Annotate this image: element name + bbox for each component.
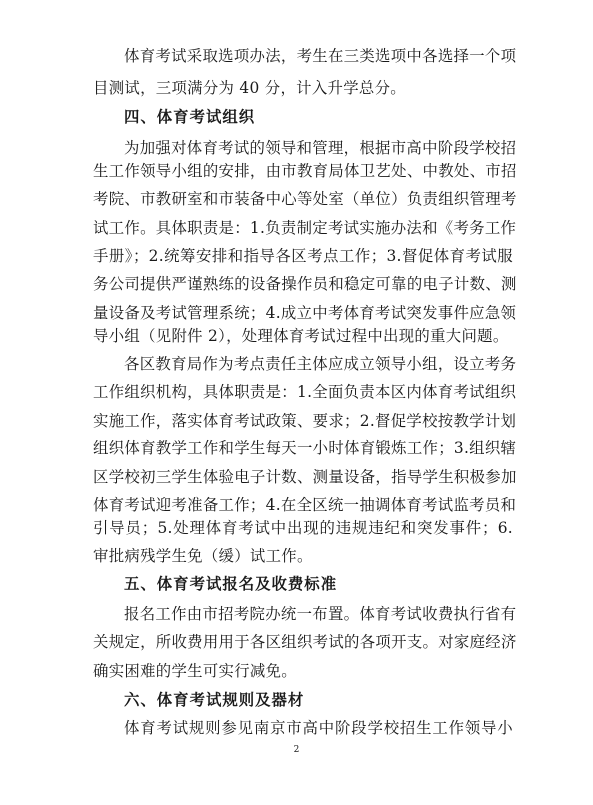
paragraph-line: 考院、市教研室和市装备中心等处室（单位）负责组织管理考	[93, 190, 517, 208]
paragraph-line: 组织体育教学工作和学生每天一小时体育锻炼工作；3.组织辖	[93, 439, 517, 457]
paragraph-line: 报名工作由市招考院办统一布置。体育考试收费执行省有	[124, 605, 517, 623]
paragraph-line: 生工作领导小组的安排，由市教育局体卫艺处、中教处、市招	[93, 162, 517, 180]
paragraph-line: 区学校初三学生体验电子计数、测量设备，指导学生积极参加	[93, 468, 517, 486]
paragraph-line: 为加强对体育考试的领导和管理，根据市高中阶段学校招	[124, 139, 517, 157]
paragraph-line: 工作组织机构，具体职责是：1.全面负责本区内体育考试组织	[93, 383, 517, 401]
paragraph-line: 体育考试迎考准备工作；4.在全区统一抽调体育考试监考员和	[93, 496, 517, 514]
paragraph-line: 引导员；5.处理体育考试中出现的违规违纪和突发事件；6.	[93, 519, 513, 537]
paragraph-line: 体育考试采取选项办法，考生在三类选项中各选择一个项	[124, 47, 517, 65]
paragraph-line: 关规定，所收费用用于各区组织考试的各项开支。对家庭经济	[93, 633, 517, 651]
paragraph-line: 各区教育局作为考点责任主体应成立领导小组，设立考务	[124, 355, 517, 373]
paragraph-line: 体育考试规则参见南京市高中阶段学校招生工作领导小	[124, 719, 513, 737]
section-heading: 六、体育考试规则及器材	[124, 691, 305, 709]
paragraph-line: 导小组（见附件 2），处理体育考试过程中出现的重大问题。	[93, 327, 509, 345]
paragraph-line: 务公司提供严谨熟练的设备操作员和稳定可靠的电子计数、测	[93, 275, 517, 293]
paragraph-line: 试工作。具体职责是：1.负责制定考试实施办法和《考务工作	[93, 219, 517, 237]
paragraph-line: 确实困难的学生可实行减免。	[93, 662, 297, 680]
paragraph-line: 量设备及考试管理系统；4.成立中考体育考试突发事件应急领	[93, 304, 517, 322]
section-heading: 五、体育考试报名及收费标准	[124, 575, 338, 593]
paragraph-line: 手册》；2.统筹安排和指导各区考点工作；3.督促体育考试服	[93, 247, 513, 265]
section-heading: 四、体育考试组织	[124, 108, 256, 126]
page-number: 2	[293, 745, 300, 755]
paragraph-line: 实施工作，落实体育考试政策、要求；2.督促学校按教学计划	[93, 412, 517, 430]
paragraph-line: 审批病残学生免（缓）试工作。	[93, 547, 313, 565]
paragraph-line: 目测试，三项满分为 40 分，计入升学总分。	[93, 79, 406, 97]
